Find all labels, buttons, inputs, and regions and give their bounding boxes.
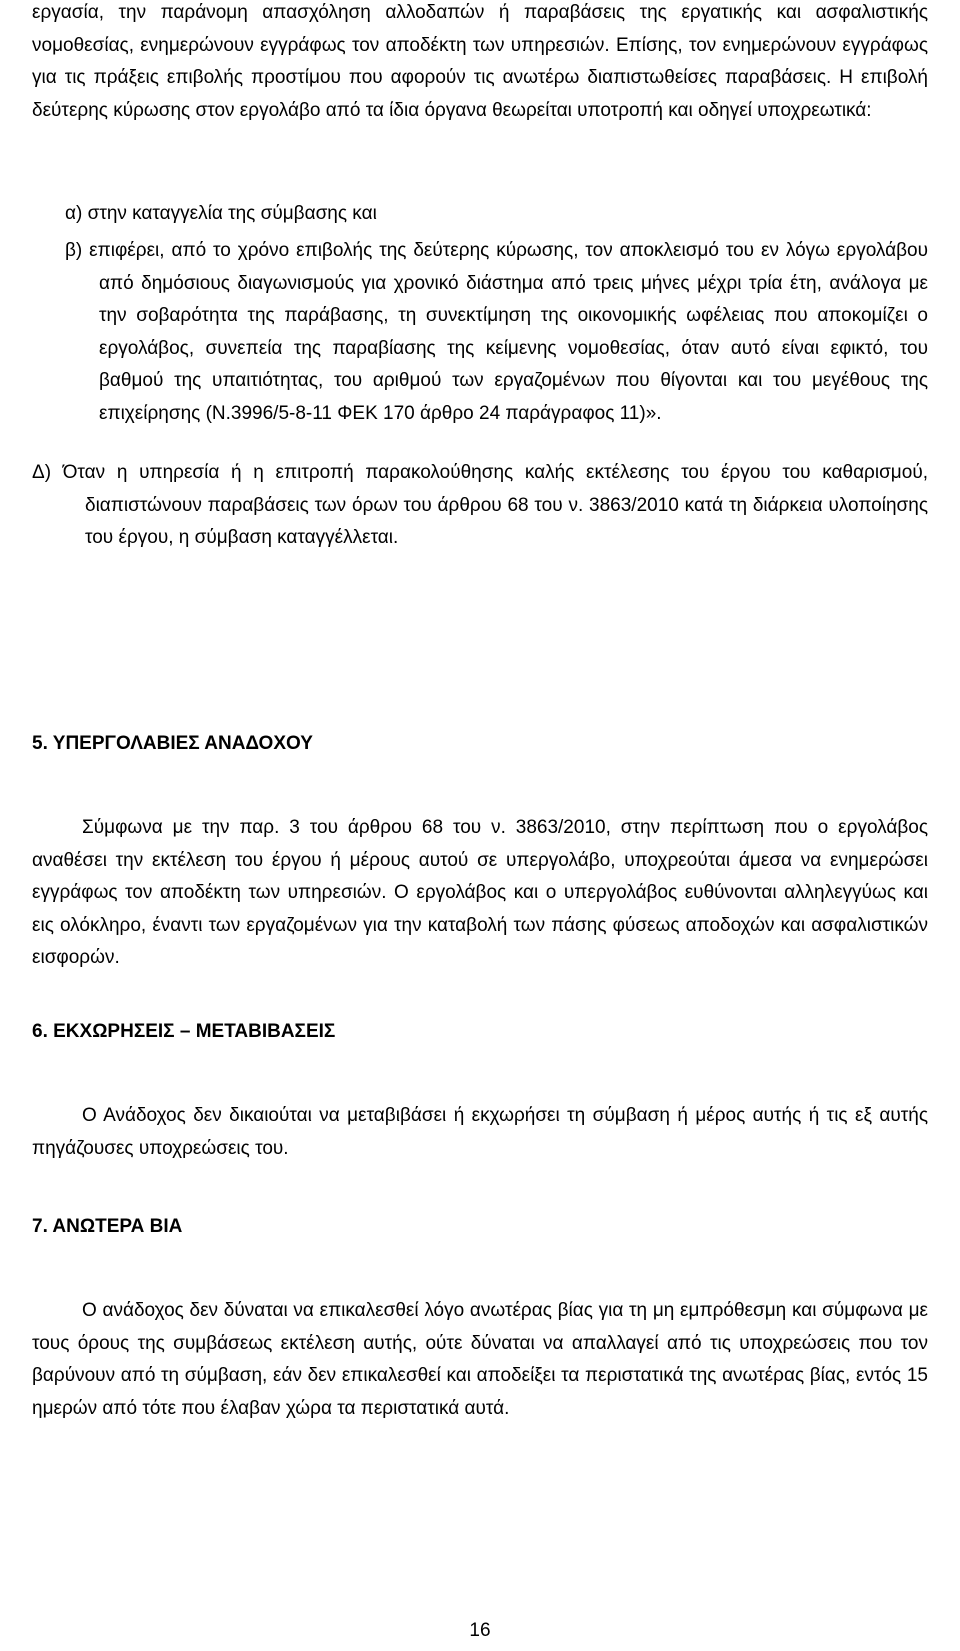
section-6-heading: 6. ΕΚΧΩΡΗΣΕΙΣ – ΜΕΤΑΒΙΒΑΣΕΙΣ (32, 1021, 336, 1042)
section-6-body: Ο Ανάδοχος δεν δικαιούται να μεταβιβάσει ή εκχωρήσει τη σύμβαση ή μέρος αυτής ή τις εξ αυτής πηγάζουσες υποχρεώσεις του. (32, 1105, 928, 1159)
section-5-heading: 5. ΥΠΕΡΓΟΛΑΒΙΕΣ ΑΝΑΔΟΧΟΥ (32, 733, 313, 754)
page-number: 16 (469, 1620, 491, 1641)
list-item-a: α) στην καταγγελία της σύμβασης και (65, 203, 377, 224)
section-7-body: Ο ανάδοχος δεν δύναται να επικαλεσθεί λόγο ανωτέρας βίας για τη μη εμπρόθεσμη και σύμφωνα με τους όρους της συμβάσεως εκτέλεση αυτής, ούτε δύναται να απαλλαγεί από τις υποχρεώσεις που τον βαρύνουν από τη σύμβαση, εάν δεν επικαλεσθεί και αποδείξει τα περιστατικά της ανωτέρας βίας, εντός 15 ημερών από τότε που έλαβαν χώρα τα περιστατικά αυτά. (32, 1300, 928, 1419)
section-5-body: Σύμφωνα με την παρ. 3 του άρθρου 68 του ν. 3863/2010, στην περίπτωση που ο εργολάβος αναθέσει την εκτέλεση του έργου ή μέρους αυτού σε υπεργολάβο, υποχρεούται άμεσα να ενημερώσει εγγράφως τον αποδέκτη των υπηρεσιών. Ο εργολάβος και ο υπεργολάβος ευθύνονται αλληλεγγύως και εις ολόκληρο, έναντι των εργαζομένων για την καταβολή των πάσης φύσεως αποδοχών και ασφαλιστικών εισφορών. (32, 817, 928, 968)
list-item-b: β) επιφέρει, από το χρόνο επιβολής της δεύτερης κύρωσης, τον αποκλεισμό του εν λόγω εργολάβου από δημόσιους διαγωνισμούς για χρονικό διάστημα από τρεις μήνες μέχρι τρία έτη, ανάλογα με την σοβαρότητα της παράβασης, τη συνεκτίμηση της οικονομικής ωφέλειας που αποκομίζει ο εργολάβος, συνεπεία της παραβίασης της κείμενης νομοθεσίας, όταν αυτό είναι εφικτό, του βαθμού της υπαιτιότητας, του αριθμού των εργαζομένων που θίγονται και του μεγέθους της επιχείρησης (Ν.3996/5-8-11 ΦΕΚ 170 άρθρο 24 παράγραφος 11)». (65, 240, 928, 424)
list-item-delta: Δ) Όταν η υπηρεσία ή η επιτροπή παρακολούθησης καλής εκτέλεσης του έργου του καθαρισμού, διαπιστώνουν παραβάσεις των όρων του άρθρου 68 του ν. 3863/2010 κατά τη διάρκεια υλοποίησης του έργου, η σύμβαση καταγγέλλεται. (32, 462, 928, 548)
intro-paragraph: εργασία, την παράνομη απασχόληση αλλοδαπών ή παραβάσεις της εργατικής και ασφαλιστικής νομοθεσίας, ενημερώνουν εγγράφως τον αποδέκτη των υπηρεσιών. Επίσης, τον ενημερώνουν εγγράφως για τις πράξεις επιβολής προστίμου που αφορούν τις ανωτέρω διαπιστωθείσες παραβάσεις. Η επιβολή δεύτερης κύρωσης στον εργολάβο από τα ίδια όργανα θεωρείται υποτροπή και οδηγεί υποχρεωτικά: (32, 2, 928, 121)
section-7-heading: 7. ΑΝΩΤΕΡΑ ΒΙΑ (32, 1216, 183, 1237)
